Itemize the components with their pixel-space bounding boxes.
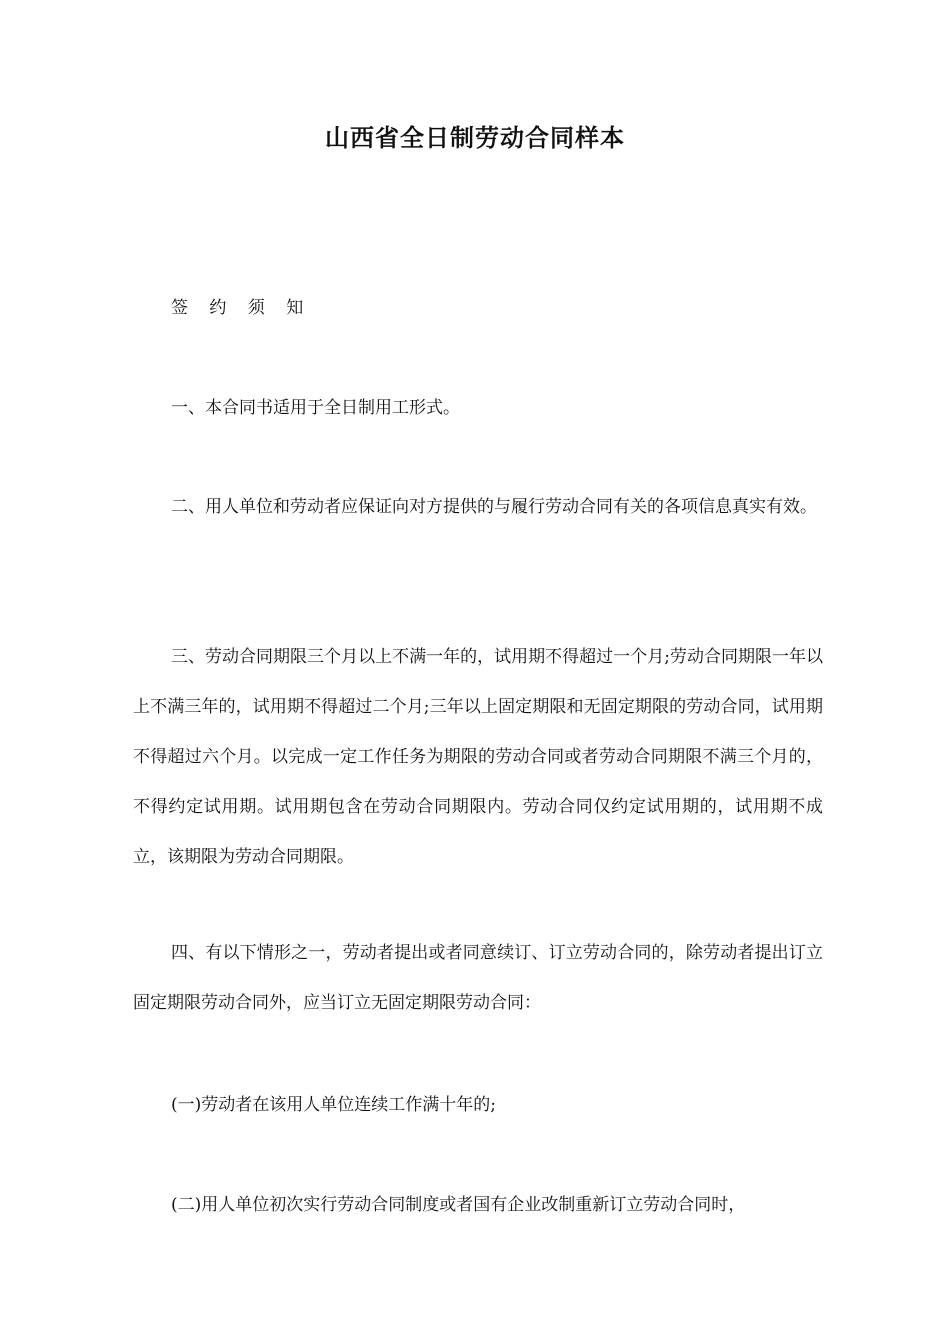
notice-heading: 签 约 须 知 [171,298,312,318]
paragraph-clause-4: 四、有以下情形之一，劳动者提出或者同意续订、订立劳动合同的，除劳动者提出订立固定期限劳动合同外，应当订立无固定期限劳动合同： [133,943,823,1013]
paragraph-subclause-1: (一)劳动者在该用人单位连续工作满十年的; [171,1095,496,1115]
paragraph-clause-1: 一、本合同书适用于全日制用工形式。 [171,398,460,418]
document-title: 山西省全日制劳动合同样本 [325,124,625,152]
paragraph-clause-3: 三、劳动合同期限三个月以上不满一年的，试用期不得超过一个月;劳动合同期限一年以上不满三年的，试用期不得超过二个月;三年以上固定期限和无固定期限的劳动合同，试用期不得超过六个月。以完成一定工作任务为期限的劳动合同或者劳动合同期限不满三个月的，不得约定试用期。试用期包含在劳动合同期限内。劳动合同仅约定试用期的，试用期不成立，该期限为劳动合同期限。 [133,647,823,867]
paragraph-clause-2: 二、用人单位和劳动者应保证向对方提供的与履行劳动合同有关的各项信息真实有效。 [171,497,817,517]
paragraph-subclause-2: (二)用人单位初次实行劳动合同制度或者国有企业改制重新订立劳动合同时， [171,1195,746,1215]
